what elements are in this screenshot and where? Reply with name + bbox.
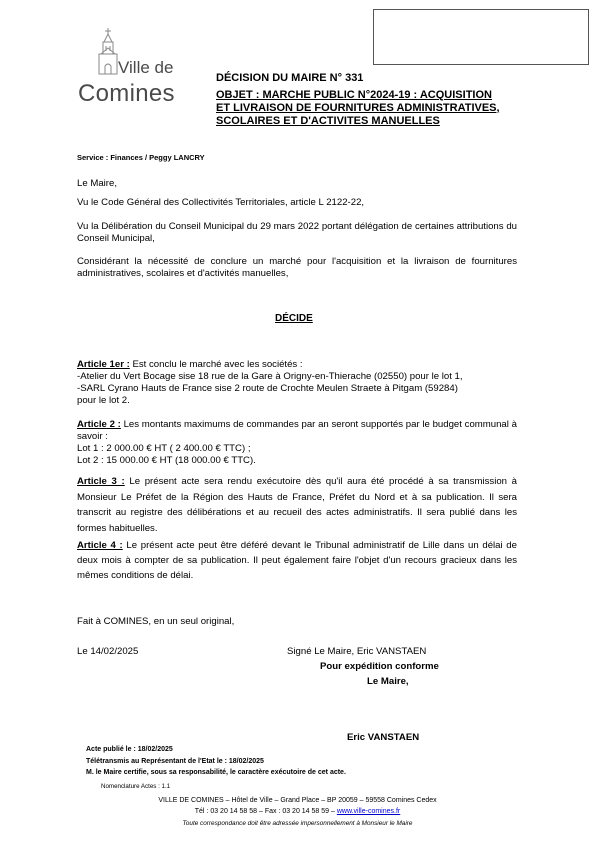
article-1-label: Article 1er : [77, 359, 130, 370]
subject-line: OBJET : MARCHE PUBLIC N°2024-19 : ACQUISITION [216, 89, 492, 101]
pour-expedition-line: Pour expédition conforme [320, 661, 439, 672]
vu-code-paragraph: Vu le Code Général des Collectivités Territoriales, article L 2122-22, [77, 197, 365, 208]
le-maire-heading: Le Maire, [77, 178, 117, 189]
city-logo [78, 28, 196, 110]
article-2-label: Article 2 : [77, 419, 121, 430]
footer-notice: Toute correspondance doit être adressée impersonnellement à Monsieur le Maire [182, 820, 413, 827]
article-2-line: Lot 1 : 2 000.00 € HT ( 2 400.00 € TTC) ; [77, 443, 251, 454]
article-4 [77, 538, 517, 583]
fait-a-line: Fait à COMINES, en un seul original, [77, 616, 235, 627]
footer-contact [0, 808, 595, 815]
article-2-text: Les montants maximums de commandes par an seront supportés par le budget communal à savoir : [77, 419, 517, 442]
nomenclature-line: Nomenclature Actes : 1.1 [101, 783, 171, 790]
article-1 [77, 359, 517, 407]
footer-phone-fax: Tél : 03 20 14 58 58 – Fax : 03 20 14 58 59 – [194, 808, 337, 815]
transmission-date: Télétransmis au Représentant de l'Etat le : 18/02/2025 [86, 758, 264, 765]
subject-line: SCOLAIRES ET D'ACTIVITES MANUELLES [216, 114, 440, 127]
footer-address: VILLE DE COMINES – Hôtel de Ville – Grand Place – BP 20059 – 59558 Comines Cedex [158, 797, 437, 804]
service-line: Service : Finances / Peggy LANCRY [77, 153, 205, 162]
decision-subject [216, 89, 526, 127]
article-4-label: Article 4 : [77, 540, 123, 551]
signatory-name: Eric VANSTAEN [347, 732, 420, 743]
stamp-box [373, 9, 589, 65]
decision-date: Le 14/02/2025 [77, 646, 139, 657]
article-1-line: -SARL Cyrano Hauts de France sise 2 route de Crochte Meulen Straete à Pitgam (59284) [77, 383, 458, 394]
subject-line: ET LIVRAISON DE FOURNITURES ADMINISTRATIVES, [216, 101, 500, 114]
decision-title: DÉCISION DU MAIRE N° 331 [216, 72, 364, 84]
le-maire-signature-title: Le Maire, [367, 676, 409, 687]
publication-date: Acte publié le : 18/02/2025 [86, 746, 173, 753]
article-1-line: pour le lot 2. [77, 395, 130, 406]
article-2-line: Lot 2 : 15 000.00 € HT (18 000.00 € TTC). [77, 455, 256, 466]
article-2 [77, 419, 517, 467]
article-3-label: Article 3 : [77, 476, 125, 487]
decide-heading: DÉCIDE [275, 313, 313, 324]
article-1-line: -Atelier du Vert Bocage sise 18 rue de la Gare à Origny-en-Thierache (02550) pour le lot 1, [77, 371, 463, 382]
logo-line-2: Comines [78, 80, 175, 107]
considerant-paragraph: Considérant la nécessité de conclure un marché pour l'acquisition et la livraison de fournitures administratives, scolaires et d'activités manuelles, [77, 256, 517, 279]
signed-by-line: Signé Le Maire, Eric VANSTAEN [287, 646, 427, 657]
article-3-text: Le présent acte sera rendu exécutoire dès qu'il aura été procédé à sa transmission à Monsieur Le Préfet de la Région des Hauts de France, Préfet du Nord et à sa publication. Il sera transcrit au registre des délibérations et au recueil des actes administratifs. Il sera publié dans les formes habituelles. [77, 476, 517, 534]
vu-deliberation-paragraph: Vu la Délibération du Conseil Municipal du 29 mars 2022 portant délégation de certaines attributions du Conseil Municipal, [77, 221, 517, 244]
article-3 [77, 474, 517, 536]
website-link[interactable]: www.ville-comines.fr [336, 808, 401, 815]
article-4-text: Le présent acte peut être déféré devant le Tribunal administratif de Lille dans un délai de deux mois à compter de sa publication. Il peut également faire l'objet d'un recours gracieux dans les mêmes conditions de délai. [77, 540, 517, 581]
article-1-text: Est conclu le marché avec les sociétés : [129, 359, 303, 370]
logo-line-1: Ville de [118, 58, 174, 77]
certification-line: M. le Maire certifie, sous sa responsabilité, le caractère exécutoire de cet acte. [86, 769, 346, 776]
